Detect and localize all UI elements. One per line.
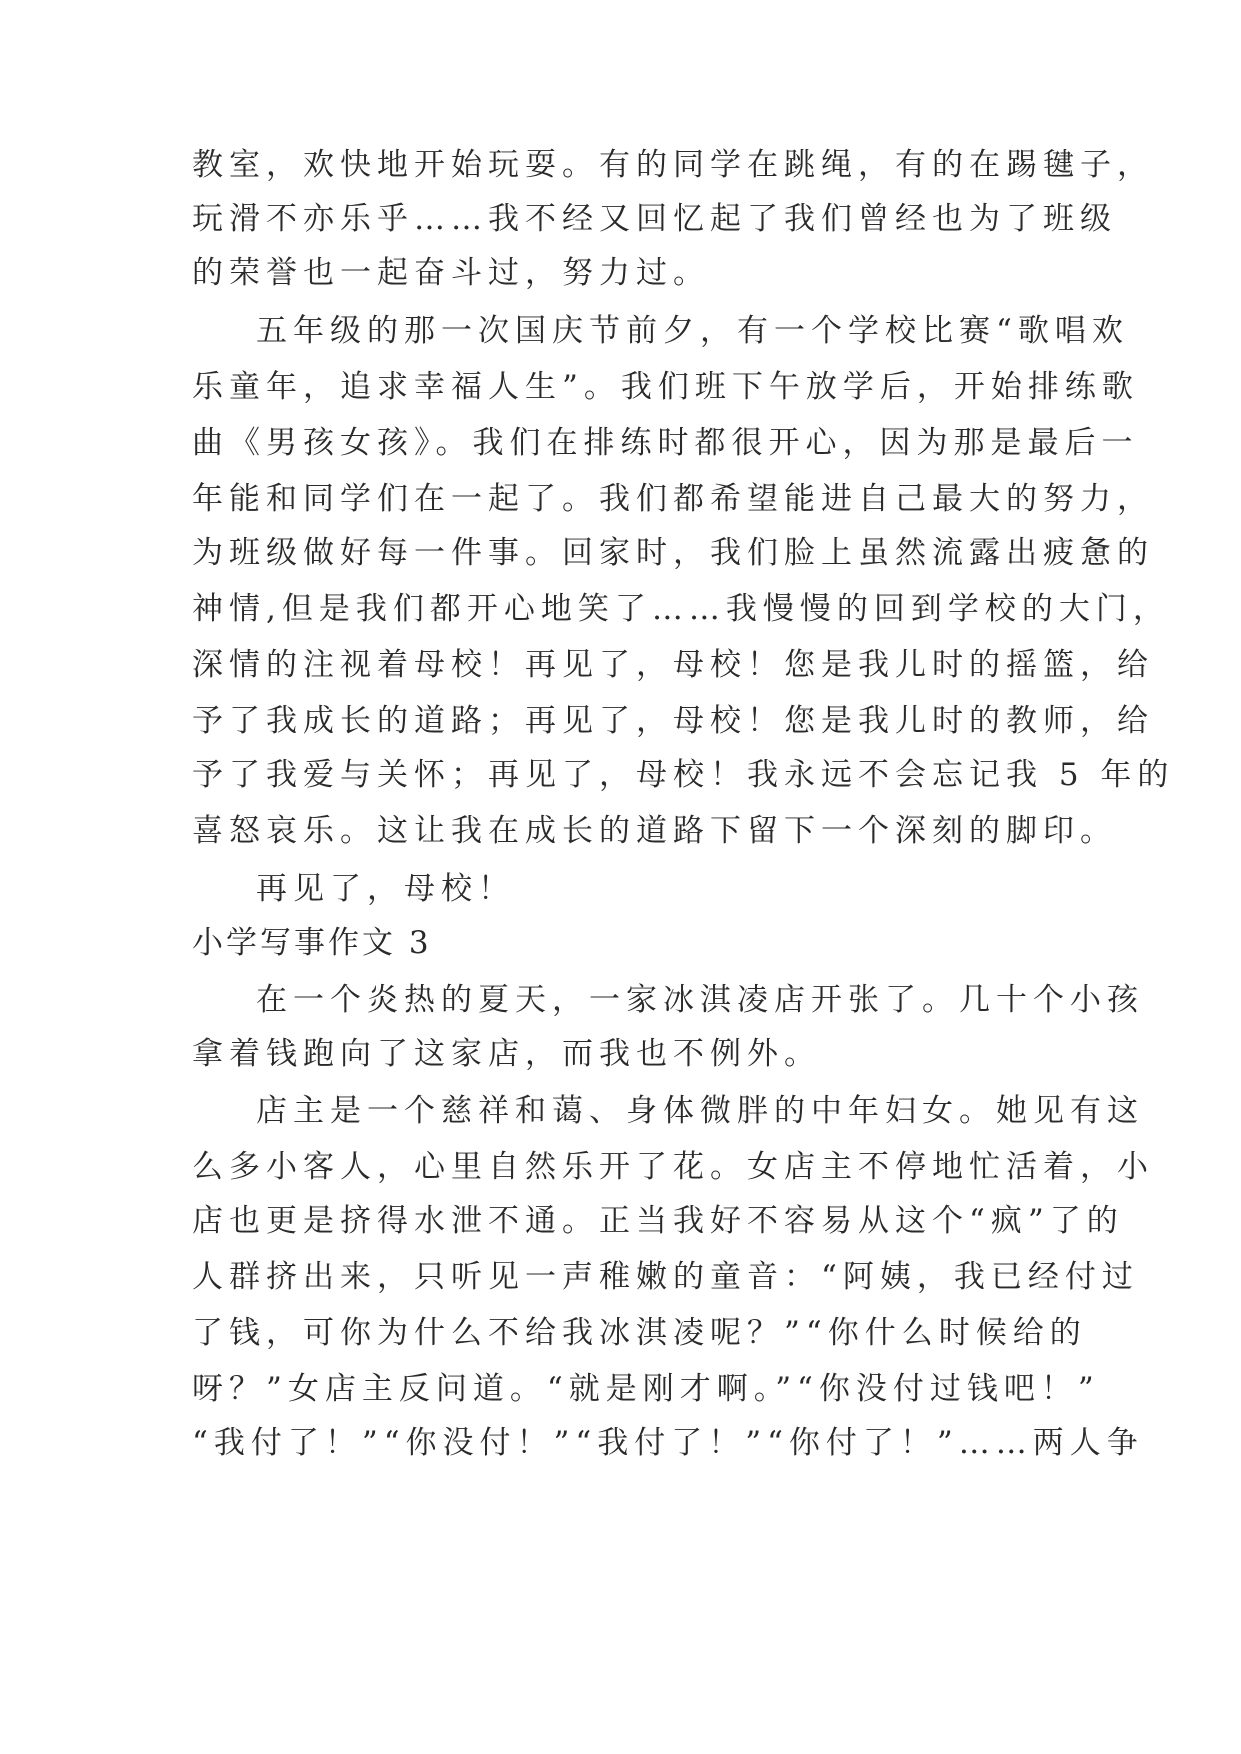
text-line: 喜怒哀乐。这让我在成长的道路下留下一个深刻的脚印。 bbox=[192, 813, 1117, 849]
text-line: 教室，欢快地开始玩耍。有的同学在跳绳，有的在踢毽子， bbox=[192, 147, 1154, 183]
text-line: 店也更是挤得水泄不通。正当我好不容易从这个“疯”了的 bbox=[192, 1203, 1124, 1239]
text-line: 年能和同学们在一起了。我们都希望能进自己最大的努力， bbox=[192, 481, 1154, 517]
text-line: 玩滑不亦乐乎……我不经又回忆起了我们曾经也为了班级 bbox=[192, 201, 1117, 237]
paragraph-start-line: 再见了，母校！ bbox=[256, 871, 515, 907]
text-line: 为班级做好每一件事。回家时，我们脸上虽然流露出疲惫的 bbox=[192, 535, 1154, 571]
text-line: 深情的注视着母校！再见了，母校！您是我儿时的摇篮，给 bbox=[192, 647, 1154, 683]
text-line: 拿着钱跑向了这家店，而我也不例外。 bbox=[192, 1036, 821, 1072]
paragraph-start-line: 店主是一个慈祥和蔼、身体微胖的中年妇女。她见有这 bbox=[256, 1093, 1144, 1129]
text-line: 予了我成长的道路；再见了，母校！您是我儿时的教师，给 bbox=[192, 703, 1154, 739]
text-line: 乐童年，追求幸福人生”。我们班下午放学后，开始排练歌 bbox=[192, 369, 1139, 405]
text-line: 呀？”女店主反问道。“就是刚才啊。”“你没付过钱吧！” bbox=[192, 1371, 1100, 1407]
text-line: 人群挤出来，只听见一声稚嫩的童音：“阿姨，我已经付过 bbox=[192, 1259, 1139, 1295]
section-heading: 小学写事作文 3 bbox=[192, 925, 432, 961]
text-line: 曲《男孩女孩》。我们在排练时都很开心，因为那是最后一 bbox=[192, 425, 1139, 461]
text-line: 神情,但是我们都开心地笑了……我慢慢的回到学校的大门， bbox=[192, 591, 1170, 627]
text-line: “我付了！”“你没付！”“我付了！”“你付了！”……两人争 bbox=[192, 1425, 1144, 1461]
paragraph-start-line: 五年级的那一次国庆节前夕，有一个学校比赛“歌唱欢 bbox=[256, 313, 1129, 349]
text-line: 的荣誉也一起奋斗过，努力过。 bbox=[192, 255, 710, 291]
paragraph-start-line: 在一个炎热的夏天，一家冰淇凌店开张了。几十个小孩 bbox=[256, 982, 1144, 1018]
text-line: 么多小客人，心里自然乐开了花。女店主不停地忙活着，小 bbox=[192, 1149, 1154, 1185]
text-line: 了钱，可你为什么不给我冰淇凌呢？”“你什么时候给的 bbox=[192, 1315, 1087, 1351]
text-line: 予了我爱与关怀；再见了，母校！我永远不会忘记我 5 年的 bbox=[192, 757, 1175, 793]
